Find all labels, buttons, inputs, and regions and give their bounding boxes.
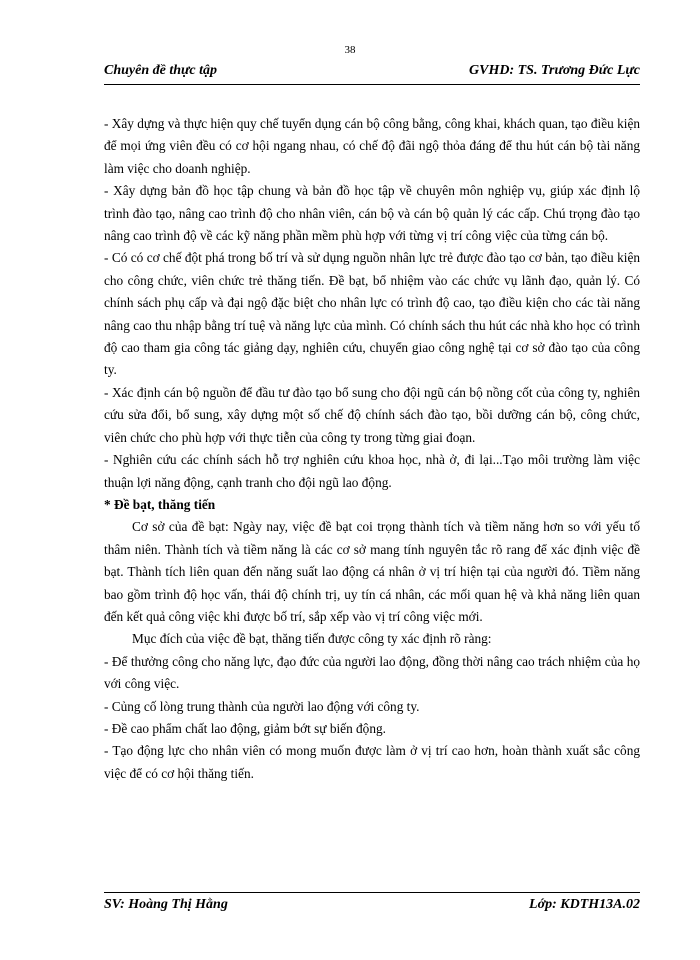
paragraph: - Xác định cán bộ nguồn để đầu tư đào tạo bổ sung cho đội ngũ cán bộ nồng cốt của công ty, nghiên cứu sửa đổi, bổ sung, xây dựng một số chế độ chính sách đào tạo, bồi dưỡng cán bộ, công chức, viên chức cho phù hợp với thực tiễn của công ty trong từng giai đoạn. [104,384,640,445]
footer-student: SV: Hoàng Thị Hằng [104,897,228,912]
page-header [104,60,640,85]
header-title: Chuyên đề thực tập [104,63,218,78]
footer-class: Lớp: KDTH13A.02 [529,897,640,912]
list-item: - Đề cao phẩm chất lao động, giảm bớt sự biến động. [104,720,386,736]
page-footer [104,892,640,919]
list-item: - Củng cố lòng trung thành của người lao động với công ty. [104,698,420,714]
list-item: - Để thưởng công cho năng lực, đạo đức của người lao động, đồng thời nâng cao trách nhiệm của họ với công việc. [104,653,640,692]
paragraph: Mục đích của việc đề bạt, thăng tiến được công ty xác định rõ ràng: [132,631,492,647]
list-item: - Tạo động lực cho nhân viên có mong muốn được làm ở vị trí cao hơn, hoàn thành xuất sắc công việc để có cơ hội thăng tiến. [104,743,640,781]
paragraph: - Xây dựng bản đồ học tập chung và bản đồ học tập về chuyên môn nghiệp vụ, giúp xác định lộ trình đào tạo, nâng cao trình độ cho nhân viên, cán bộ và cán bộ quản lý các cấp. Chú trọng đào tạo nâng cao trình độ về các kỹ năng phần mềm phù hợp với từng vị trí công việc của từng cán bộ. [104,183,640,244]
paragraph: - Xây dựng và thực hiện quy chế tuyển dụng cán bộ công bằng, công khai, khách quan, tạo điều kiện để mọi ứng viên đều có cơ hội ngang nhau, có chế độ đãi ngộ thỏa đáng để thu hút cán bộ tài năng làm việc cho doanh nghiệp. [104,116,640,176]
header-advisor: GVHD: TS. Trương Đức Lực [469,63,640,78]
section-heading: * Đề bạt, thăng tiến [104,496,216,512]
paragraph: - Nghiên cứu các chính sách hỗ trợ nghiên cứu khoa học, nhà ở, đi lại...Tạo môi trường làm việc thuận lợi năng động, cạnh tranh cho đội ngũ lao động. [104,452,640,490]
page-number: 38 [344,44,356,56]
document-body [104,113,640,785]
paragraph: - Có có cơ chế đột phá trong bố trí và sử dụng nguồn nhân lực trẻ được đào tạo cơ bản, tạo điều kiện cho công chức, viên chức trẻ thăng tiến. Đề bạt, bổ nhiệm vào các chức vụ lãnh đạo, quản lý. Có chính sách phụ cấp và đại ngộ đặc biệt cho nhân lực có trình độ cao, tạo điều kiện cho các tài năng nâng cao thu nhập bằng trí tuệ và năng lực của mình. Có chính sách thu hút các nhà kho học có trình độ cao tham gia công tác giảng dạy, nghiên cứu, chuyển giao công nghệ tại cơ sở đào tạo của công ty. [104,250,640,378]
paragraph: Cơ sở của đề bạt: Ngày nay, việc đề bạt coi trọng thành tích và tiềm năng hơn so với yếu tố thâm niên. Thành tích và tiềm năng là các cơ sở mang tính nguyên tắc rõ rang để xác định việc đề bạt. Thành tích liên quan đến năng suất lao động cá nhân ở vị trí hiện tại của người đó. Tiềm năng bao gồm trình độ học vấn, thái độ chính trị, uy tín cá nhân, các mối quan hệ và khả năng liên quan đến kết quả công việc khi được bố trí, sắp xếp vào vị trí công việc mới. [104,519,640,624]
